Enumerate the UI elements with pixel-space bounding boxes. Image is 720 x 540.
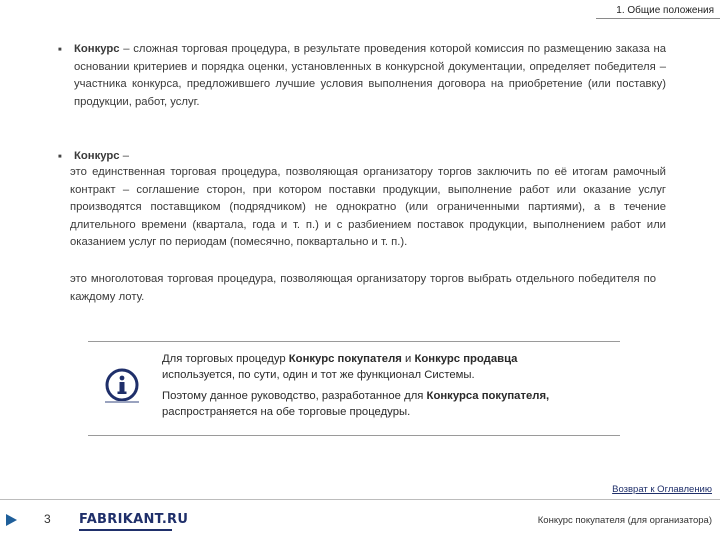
next-page-arrow-icon[interactable] (6, 514, 17, 526)
bullet-icon: ■ (58, 154, 62, 160)
definition-1-text: – сложная торговая процедура, в результате проведения которой комиссия по размещению заказа на основании критериев и порядка оценки, установленных в конкурсной документации, определяет победителя – участника конкурса, предложившего лучшие условия выполнения договора на приобретение (или поставку) продукции, работ, услуг. (74, 43, 666, 108)
note-line-2: используется, по сути, один и тот же функционал Системы. (162, 369, 475, 381)
header-divider (596, 18, 720, 19)
definition-2-heading (74, 148, 666, 166)
definition-1-term: Конкурс (74, 43, 120, 55)
note-top-rule (88, 341, 620, 342)
info-icon (104, 368, 140, 404)
note-term-buyer-2: Конкурса покупателя, (426, 390, 550, 402)
definition-2-body: это единственная торговая процедура, позволяющая организатору торгов заключить по её итогам рамочный контракт – соглашение сторон, при котором поставки продукции, выполнение работ или оказание услуг производятся поставщиком (подрядчиком) не однократно (или ограниченными партиями), а в течение длительного времени (квартала, года и т. п.) и с разбиением поставок продукции, выполнением работ или оказанием услуг по периодам (помесячно, поквартально и т. п.). (70, 166, 666, 248)
bullet-icon: ■ (58, 47, 62, 53)
note-term-buyer: Конкурс покупателя (288, 353, 402, 365)
fabrikant-logo: FABRIKANT.RU (79, 512, 189, 527)
definition-2-extra: это многолотовая торговая процедура, позволяющая организатору торгов выбрать отдельного победителя по каждому лоту. (70, 273, 656, 303)
footer-divider (0, 499, 720, 500)
back-to-contents-link[interactable]: Возврат к Оглавлению (612, 484, 712, 495)
section-title: 1. Общие положения (616, 5, 714, 16)
note-line-1: Для торговых процедур Конкурс покупателя и Конкурс продавца (162, 353, 518, 365)
note-bottom-rule (88, 435, 620, 436)
definition-1 (74, 41, 666, 111)
note-line-4: распространяется на обе торговые процедуры. (162, 406, 411, 418)
note-term-seller: Конкурс продавца (414, 353, 518, 365)
definition-2-dash: – (119, 150, 130, 162)
footer-caption: Конкурс покупателя (для организатора) (537, 515, 712, 526)
logo-underline (79, 529, 172, 531)
definition-2-term: Конкурс (74, 150, 120, 162)
page-number: 3 (44, 512, 51, 526)
note-line-3: Поэтому данное руководство, разработанное для Конкурса покупателя, (162, 390, 550, 402)
